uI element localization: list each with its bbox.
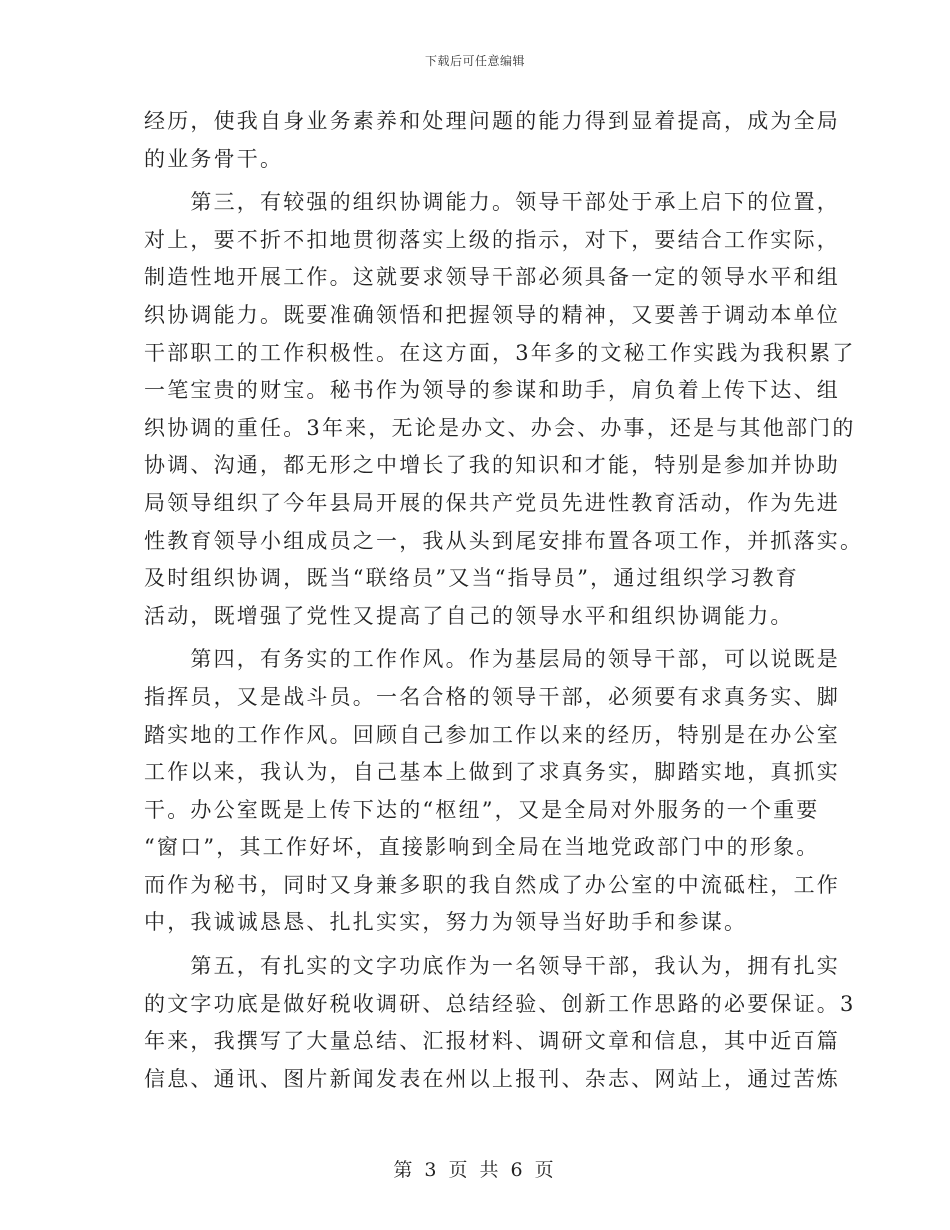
text-line: 信息、通讯、图片新闻发表在州以上报刊、杂志、网站上，通过苦炼 [144,1066,840,1091]
page-number-footer: 第 3 页 共 6 页 [393,1159,557,1181]
paragraph [144,948,856,1098]
text-line: 踏实地的工作作风。回顾自己参加工作以来的经历，特别是在办公室 [144,722,840,747]
text-line: 局领导组织了今年县局开展的保共产党员先进性教育活动，作为先进 [144,490,840,515]
text-line: 制造性地开展工作。这就要求领导干部必须具备一定的领导水平和组 [144,265,840,290]
paragraph [144,103,840,178]
text-line: 第三，有较强的组织协调能力。领导干部处于承上启下的位置， [144,190,840,215]
text-line: 活动，既增强了党性又提高了自己的领导水平和组织协调能力。 [144,603,794,628]
text-line: 的业务骨干。 [144,146,284,171]
text-line: 干部职工的工作积极性。在这方面，3年多的文秘工作实践为我积累了 [144,340,856,365]
text-line: 经历，使我自身业务素养和处理问题的能力得到显着提高，成为全局 [144,109,840,133]
text-line: 的文字功底是做好税收调研、总结经验、创新工作思路的必要保证。3 [144,991,856,1016]
text-line: 第四，有务实的工作作风。作为基层局的领导干部，可以说既是 [144,647,840,672]
text-line: 中，我诚诚恳恳、扎扎实实，努力为领导当好助手和参谋。 [144,910,748,935]
document-body [144,103,864,1098]
text-line: 织协调的重任。3年来，无论是办文、办会、办事，还是与其他部门的 [144,415,856,440]
page-header: 下载后可任意编辑 [424,54,525,68]
paragraph [144,641,840,942]
text-line: 一笔宝贵的财宝。秘书作为领导的参谋和助手，肩负着上传下达、组 [144,378,840,403]
text-line: 年来，我撰写了大量总结、汇报材料、调研文章和信息，其中近百篇 [144,1029,840,1054]
text-line: 干。办公室既是上传下达的“枢纽”，又是全局对外服务的一个重要 [144,797,820,822]
text-line: 性教育领导小组成员之一，我从头到尾安排布置各项工作，并抓落实。 [144,528,864,553]
text-line: 指挥员，又是战斗员。一名合格的领导干部，必须要有求真务实、脚 [144,684,840,709]
text-line: 第五，有扎实的文字功底作为一名领导干部，我认为，拥有扎实 [144,954,840,979]
text-line: 工作以来，我认为，自己基本上做到了求真务实，脚踏实地，真抓实 [144,760,840,785]
text-line: “窗口”，其工作好坏，直接影响到全局在当地党政部门中的形象。 [144,835,820,860]
text-line: 而作为秘书，同时又身兼多职的我自然成了办公室的中流砥柱，工作 [144,872,840,897]
text-line: 协调、沟通，都无形之中增长了我的知识和才能，特别是参加并协助 [144,453,840,478]
text-line: 织协调能力。既要准确领悟和把握领导的精神，又要善于调动本单位 [144,302,840,327]
text-line: 对上，要不折不扣地贯彻落实上级的指示，对下，要结合工作实际， [144,227,840,252]
text-line: 及时组织协调，既当“联络员”又当“指导员”，通过组织学习教育 [144,566,799,591]
paragraph [144,184,864,635]
